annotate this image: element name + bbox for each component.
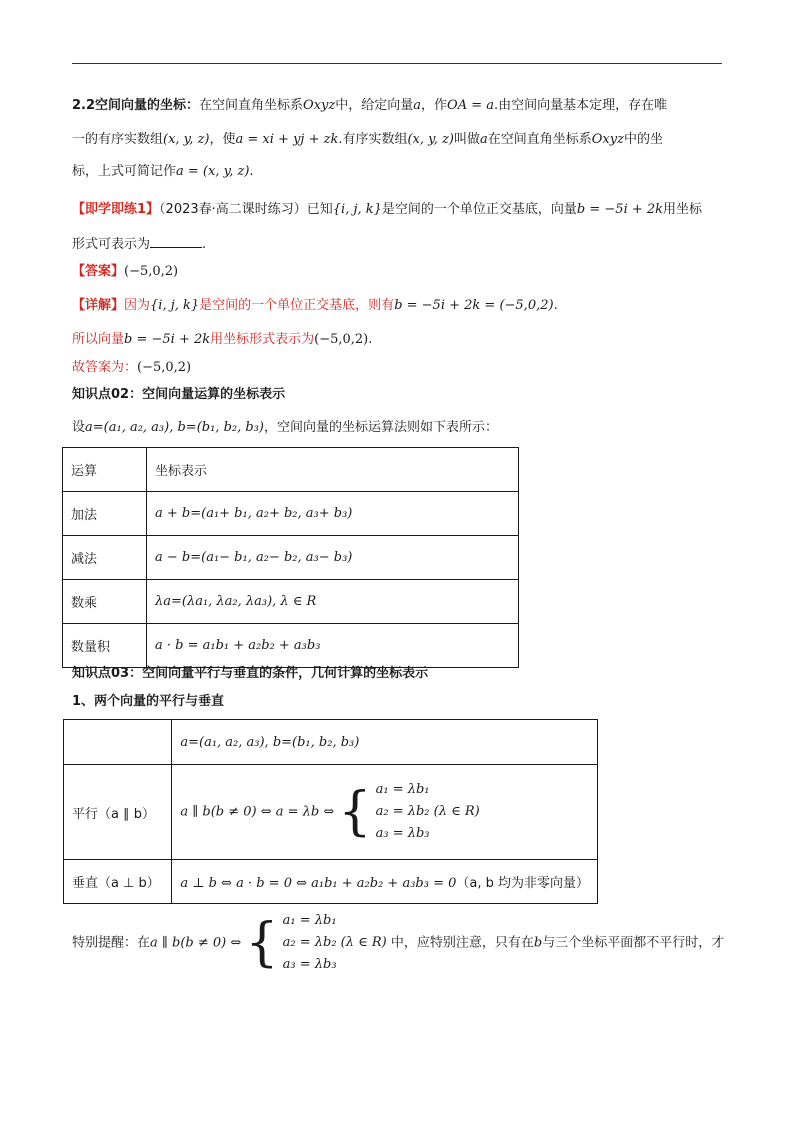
table-header-row <box>63 448 519 492</box>
setup-line: 设a=(a₁, a₂, a₃), b=(b₁, b₂, b₃)，空间向量的坐标运算法则如下表所示： <box>72 420 498 435</box>
knowledge-point-02-title: 知识点02：空间向量运算的坐标表示 <box>72 387 286 402</box>
table-row: a=(a₁, a₂, a₃), b=(b₁, b₂, b₃) <box>64 720 598 765</box>
detail-line: 【详解】因为{i, j, k}是空间的一个单位正交基底，则有b = −5i + 2k = (−5,0,2). <box>72 298 558 313</box>
exercise-line-1: 【即学即练1】（2023春·高二课时练习）已知{i, j, k}是空间的一个单位正交基底，向量b = −5i + 2k用坐标 <box>72 202 703 217</box>
table-row: 数量积 a · b = a₁b₁ + a₂b₂ + a₃b₃ <box>63 624 519 668</box>
exercise-line-2: 形式可表示为 . <box>72 233 206 255</box>
table-row: 减法 a − b=(a₁− b₁, a₂− b₂, a₃− b₃) <box>63 536 519 580</box>
table-row: 加法 a + b=(a₁+ b₁, a₂+ b₂, a₃+ b₃) <box>63 492 519 536</box>
table-header-expr: 坐标表示 <box>147 448 519 492</box>
table-row: 平行（a ∥ b） a ∥ b(b ≠ 0) ⇔ a = λb ⇔ { a₁ = λb₁ a₂ = λb₂ (λ ∈ R) a₃ = λb₃ <box>64 765 598 860</box>
operations-table <box>62 447 519 668</box>
parallel-perpendicular-table <box>63 719 598 904</box>
brace-icon: { <box>338 782 372 842</box>
answer-blank <box>150 233 202 248</box>
detail-tag: 【详解】 <box>72 298 125 313</box>
paragraph-coordinates-2: 一的有序实数组(x, y, z)，使a = xi + yj + zk.有序实数组(x, y, z)叫做a在空间直角坐标系Oxyz中的坐 <box>72 132 663 147</box>
brace-icon: { <box>245 913 279 973</box>
exercise-tag: 【即学即练1】 <box>72 202 160 217</box>
parallel-system: a₁ = λb₁ a₂ = λb₂ (λ ∈ R) a₃ = λb₃ <box>375 782 480 841</box>
subsection-title: 1、两个向量的平行与垂直 <box>72 694 225 709</box>
section-heading: 2.2空间向量的坐标： <box>72 98 200 113</box>
paragraph-coordinates-3: 标，上式可简记作a = (x, y, z). <box>72 164 254 179</box>
table-row: 垂直（a ⊥ b） a ⊥ b ⇔ a · b = 0 ⇔ a₁b₁ + a₂b₂ + a₃b₃ = 0（a, b 均为非零向量） <box>64 860 598 904</box>
reminder-system: a₁ = λb₁ a₂ = λb₂ (λ ∈ R) a₃ = λb₃ <box>282 913 387 972</box>
answer-line: 【答案】(−5,0,2) <box>72 264 179 279</box>
header-rule <box>72 63 722 64</box>
knowledge-point-03-title: 知识点03：空间向量平行与垂直的条件，几何计算的坐标表示 <box>72 666 429 681</box>
table-row: 数乘 λa=(λa₁, λa₂, λa₃), λ ∈ R <box>63 580 519 624</box>
so-line: 所以向量b = −5i + 2k用坐标形式表示为(−5,0,2). <box>72 332 373 347</box>
final-answer-line: 故答案为：(−5,0,2) <box>72 360 192 375</box>
special-reminder: 特别提醒：在a ∥ b(b ≠ 0) ⇔ { a₁ = λb₁ a₂ = λb₂ (λ ∈ R) a₃ = λb₃ 中，应特别注意，只有在b与三个坐标平面都不平行时，才 <box>72 910 724 976</box>
answer-tag: 【答案】 <box>72 264 125 279</box>
paragraph-coordinates-1: 2.2空间向量的坐标：在空间直角坐标系Oxyz中，给定向量a，作OA = a.由空间向量基本定理，存在唯 <box>72 98 668 113</box>
table-header-op: 运算 <box>63 448 147 492</box>
